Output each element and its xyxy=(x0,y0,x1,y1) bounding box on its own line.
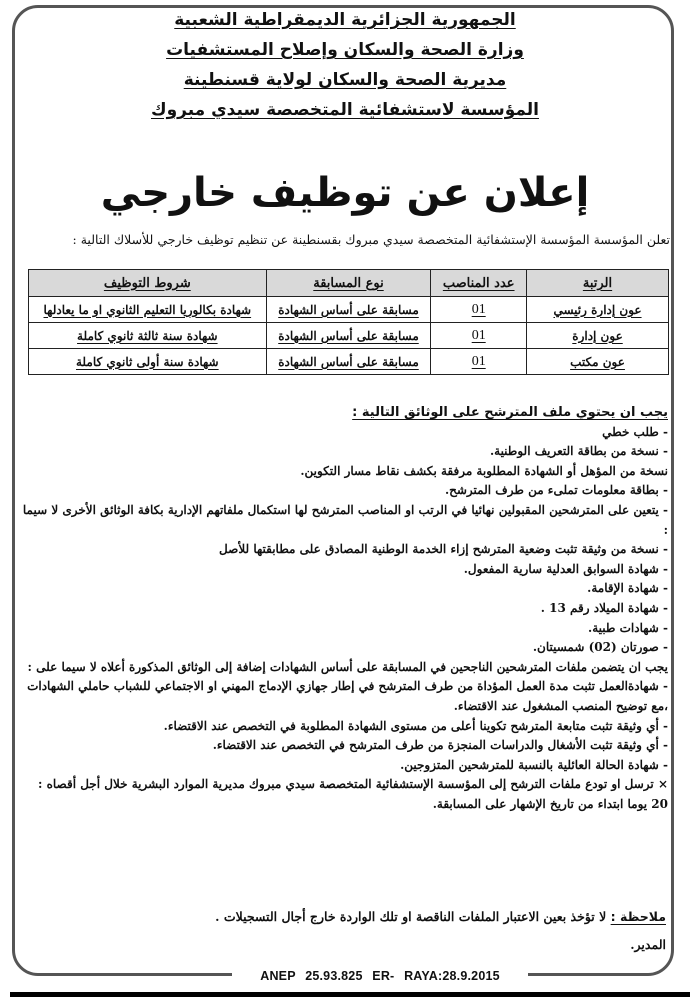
header-republic: الجمهورية الجزائرية الديمقراطية الشعبية xyxy=(174,10,516,30)
document-item: - أي وثيقة تثبت متابعة المترشح تكوينا أعلى من مستوى الشهادة المطلوبة في التخصص عند الاقتضاء. xyxy=(163,718,668,733)
header-institution: المؤسسة لاستشفائية المتخصصة سيدي مبروك xyxy=(151,100,539,120)
page-title: إعلان عن توظيف خارجي xyxy=(100,170,590,216)
cell-rank: عون إدارة xyxy=(527,323,669,349)
cell-count: 01 xyxy=(431,323,527,349)
cell-type: مسابقة على أساس الشهادة xyxy=(266,297,431,323)
document-item: نسخة من المؤهل أو الشهادة المطلوبة مرفقة بكشف نقاط مسار التكوين. xyxy=(300,463,668,478)
cell-conditions: شهادة بكالوريا التعليم الثانوي او ما يعادلها xyxy=(29,297,267,323)
bottom-divider xyxy=(10,992,690,997)
documents-title: يجب ان يحتوي ملف المترشح على الوثائق التالية : xyxy=(352,405,668,420)
header-ministry: وزارة الصحة والسكان وإصلاح المستشفيات xyxy=(166,40,524,60)
document-item: - أي وثيقة تثبت الأشغال والدراسات المنجزة من طرف المترشح في التخصص عند الاقتضاء. xyxy=(212,738,668,753)
table-row xyxy=(29,349,669,375)
table-header-row xyxy=(29,270,669,297)
document-item: - شهادة الميلاد رقم 13 . xyxy=(540,600,668,615)
required-documents xyxy=(22,403,668,814)
column-header-count: عدد المناصب xyxy=(431,270,527,297)
cell-conditions: شهادة سنة ثالثة ثانوي كاملة xyxy=(29,323,267,349)
cell-conditions: شهادة سنة أولى ثانوي كاملة xyxy=(29,349,267,375)
document-item: - يتعين على المترشحين المقبولين نهائيا في الرتب او المناصب المترشح لها استكمال ملفاتهم الإدارية بكافة الوثائق الأخرى لا سيما : xyxy=(22,502,668,537)
column-header-conditions: شروط التوظيف xyxy=(29,270,267,297)
column-header-type: نوع المسابقة xyxy=(266,270,431,297)
document-item: - شهادة الحالة العائلية بالنسبة للمترشحين المتزوجين. xyxy=(400,757,668,772)
document-item: - شهادات طبية. xyxy=(588,620,668,635)
submission-instructions: × ترسل او تودع ملفات الترشح إلى المؤسسة الإستشفائية المتخصصة سيدي مبروك مديرية الموارد البشرية خلال أجل أقصاه : 20 يوما ابتداء من تاريخ الإشهار على المسابقة. xyxy=(38,777,668,811)
header-directorate: مديرية الصحة والسكان لولاية قسنطينة xyxy=(183,70,507,90)
document-item: - بطاقة معلومات تملىء من طرف المترشح. xyxy=(444,483,668,498)
document-item: - شهادة السوابق العدلية سارية المفعول. xyxy=(463,561,668,576)
cell-type: مسابقة على أساس الشهادة xyxy=(266,349,431,375)
intro-paragraph: تعلن المؤسسة المؤسسة الإستشفائية المتخصصة سيدي مبروك بقسنطينة عن تنظيم توظيف خارجي للأسلاك التالية : xyxy=(72,232,670,247)
cell-count: 01 xyxy=(431,297,527,323)
cell-type: مسابقة على أساس الشهادة xyxy=(266,323,431,349)
document-item: - شهادةالعمل تثبت مدة العمل المؤداة من طرف المترشح في إطار جهازي الإدماج المهني او الاجتماعي للشباب حاملي الشهادات ،مع توضيح المنصب المشغول عند الاقتضاء. xyxy=(27,679,668,713)
document-item: يجب ان يتضمن ملفات المترشحين الناجحين في المسابقة على أساس الشهادات إضافة إلى الوثائق المذكورة أعلاه لا سيما على : xyxy=(27,659,668,674)
note-label: ملاحظة : xyxy=(610,909,666,924)
note-text: لا تؤخذ بعين الاعتبار الملفات الناقصة او تلك الواردة خارج أجال التسجيلات . xyxy=(215,909,607,924)
cell-rank: عون إدارة رئيسي xyxy=(527,297,669,323)
footer-reference: ANEP 25.93.825 ER- RAYA:28.9.2015 xyxy=(232,968,528,984)
column-header-rank: الرتبة xyxy=(527,270,669,297)
note xyxy=(215,909,666,924)
cell-count: 01 xyxy=(431,349,527,375)
signature-director: المدير. xyxy=(630,937,666,952)
document-item: - نسخة من بطاقة التعريف الوطنية. xyxy=(489,444,668,459)
table-row xyxy=(29,323,669,349)
cell-rank: عون مكتب xyxy=(527,349,669,375)
document-item: - طلب خطي xyxy=(602,424,668,439)
document-item: - نسخة من وثيقة تثبت وضعية المترشح إزاء الخدمة الوطنية المصادق على مطابقتها للأصل xyxy=(219,542,668,557)
document-item: - شهادة الإقامة. xyxy=(587,581,668,596)
positions-table xyxy=(28,269,669,375)
table-row xyxy=(29,297,669,323)
document-item: - صورتان (02) شمسيتان. xyxy=(532,640,668,655)
